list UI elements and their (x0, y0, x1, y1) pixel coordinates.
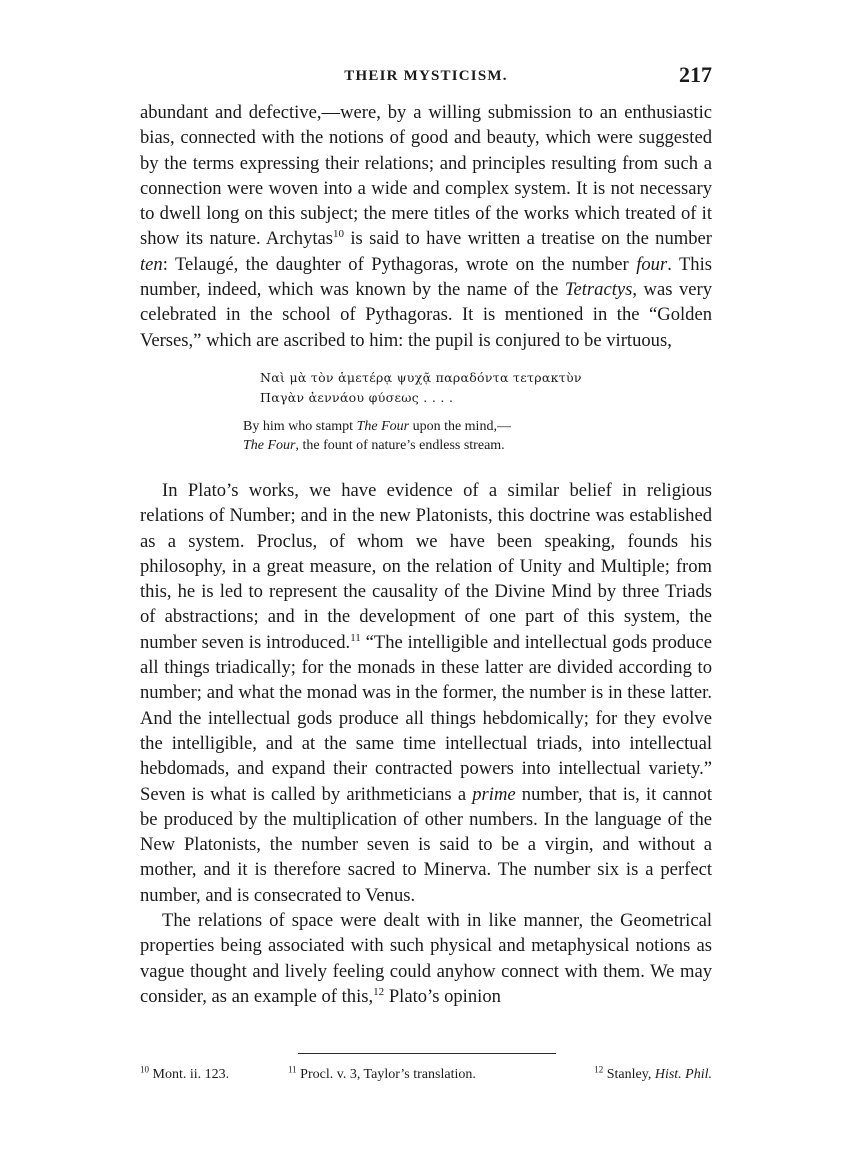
paragraph-text: , was very celebrated in the school of Pythagoras. It is mentioned in the “Golden Verses,” which are ascribed to him: the pupil is conjured to be virtuous, (140, 279, 712, 351)
paragraph-space (140, 908, 712, 1009)
footnote-text: Procl. v. 3, Taylor’s translation. (296, 1067, 476, 1082)
paragraph-text: The relations of space were dealt with in like manner, the Geometrical properties being associated with such physical and metaphysical notions as vague thought and lively feeling could anyhow connect with them. We may consider, as an example of this, (140, 910, 712, 1007)
translation-line (243, 417, 712, 437)
footnote-ref-11: 11 (350, 631, 361, 644)
italic-term: ten (140, 253, 163, 275)
greek-line: Ναὶ μὰ τὸν ἁμετέρᾳ ψυχᾷ παραδόντα τετρακτὺν (260, 369, 582, 385)
page-body (140, 100, 712, 1009)
running-head: THEIR MYSTICISM. (344, 68, 508, 84)
italic-term: Tetractys (564, 279, 633, 301)
footnote-text: Stanley, (603, 1067, 655, 1082)
footnote-text: Mont. ii. 123. (149, 1067, 230, 1082)
paragraph-text: : Telaugé, the daughter of Pythagoras, wrote on the number (162, 253, 637, 275)
footnote-divider (298, 1053, 556, 1054)
paragraph-text: is said to have written a treatise on the number (344, 228, 712, 250)
italic-term: The Four (356, 418, 410, 434)
footnote-12 (594, 1065, 712, 1085)
footnote-ref-12: 12 (373, 985, 385, 998)
greek-quotation (260, 368, 712, 408)
italic-term: four (636, 253, 668, 275)
footnote-10 (140, 1065, 229, 1085)
footnote-mark: 12 (594, 1064, 604, 1075)
page-number: 217 (679, 62, 712, 87)
footnote-italic: Hist. Phil. (654, 1067, 712, 1082)
footnote-mark: 10 (140, 1064, 149, 1075)
italic-term: The Four (243, 438, 296, 454)
footnote-ref-10: 10 (333, 228, 345, 241)
translation-text: , the fount of nature’s endless stream. (295, 438, 505, 454)
paragraph-continuation (140, 100, 712, 353)
italic-term: prime (472, 783, 516, 805)
paragraph-text: In Plato’s works, we have evidence of a similar belief in religious relations of Number; and in the new Platonists, this doctrine was established as a system. Proclus, of whom we have been speaking, founds his philosophy, in a great measure, on the relation of Unity and Multiple; from this, he is led to represent the causality of the Divine Mind by three Triads of abstractions; and in the development of one part of this system, the number seven is introduced. (140, 479, 712, 653)
paragraph-text: . This number, indeed, which was known by the name of the (140, 253, 712, 301)
paragraph-text: abundant and defective,—were, by a willing submission to an enthusiastic bias, connected with the notions of good and beauty, which were suggested by the terms expressing their relations; and principles resulting from such a connection were woven into a wide and complex system. It is not necessary to dwell long on this subject; the mere titles of the works which treated of it show its nature. Archytas (140, 102, 712, 250)
footnote-11 (288, 1065, 476, 1085)
paragraph-plato (140, 478, 712, 908)
paragraph-text: “The intelligible and intellectual gods produce all things triadically; for the monads in these latter are divided according to number; and what the monad was in the former, the number is in these latter. And the intellectual gods produce all things hebdomically; for they evolve the intelligible, and at the same time intellectual triads, into intellectual hebdomads, and expand their contracted powers into intellectual variety.” Seven is what is called by arithmeticians a (140, 631, 712, 805)
translation-line (243, 436, 712, 456)
translation-text: upon the mind,— (409, 418, 511, 434)
verse-translation (243, 417, 712, 456)
footnote-mark: 11 (288, 1064, 297, 1075)
translation-text: By him who stampt (243, 418, 357, 434)
page-header (140, 62, 712, 96)
paragraph-text: Plato’s opinion (384, 985, 501, 1007)
paragraph-text: number, that is, it cannot be produced by the multiplication of other numbers. In the language of the New Platonists, the number seven is said to be a virgin, and without a mother, and it is therefore sacred to Minerva. The number six is a perfect number, and is consecrated to Venus. (140, 783, 712, 906)
greek-line: Παγὰν ἀεννάου φύσεως . . . . (260, 389, 454, 405)
